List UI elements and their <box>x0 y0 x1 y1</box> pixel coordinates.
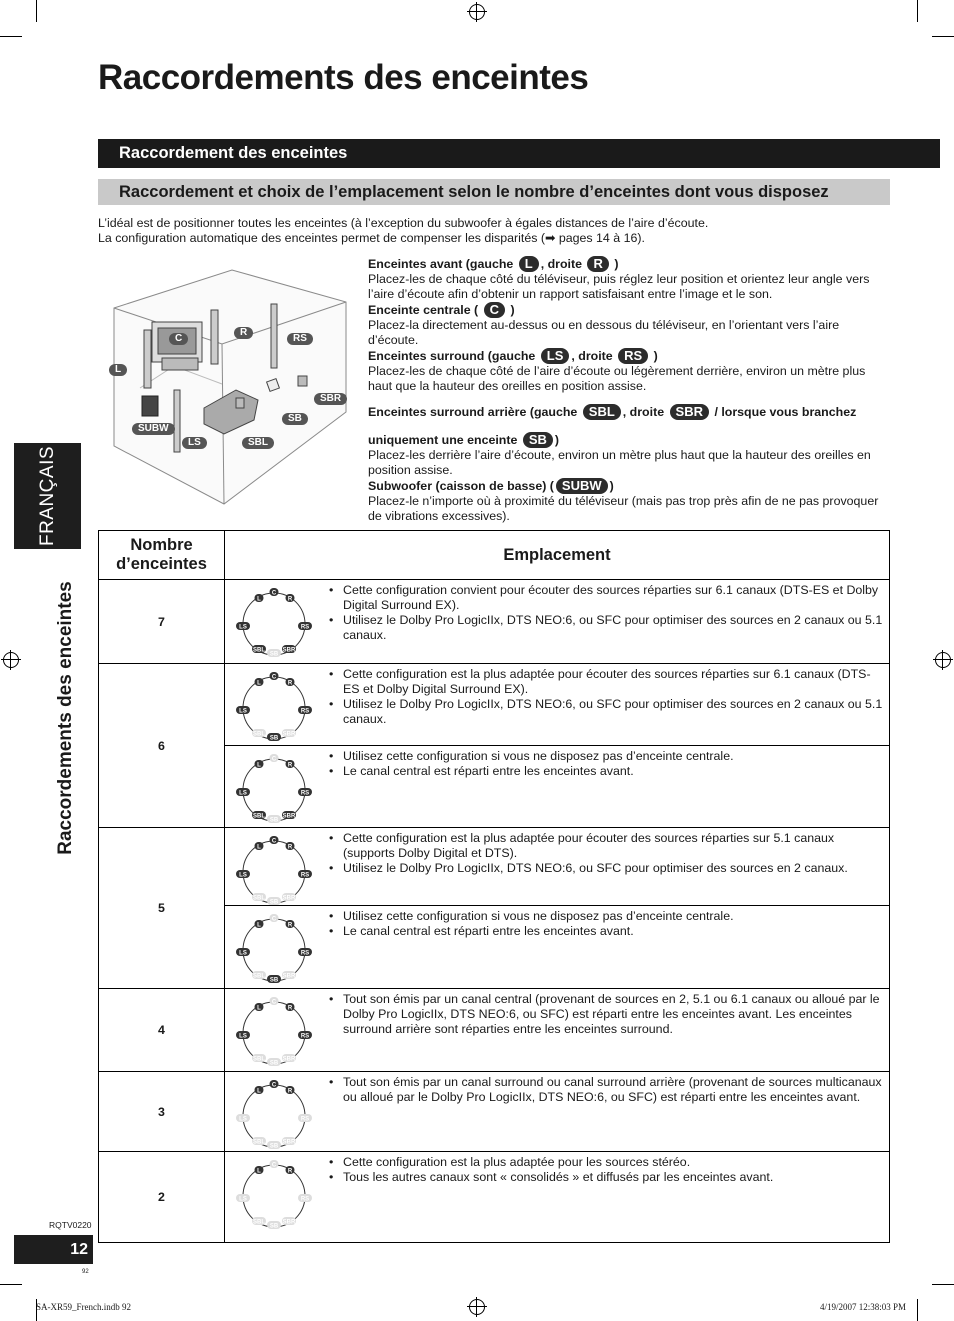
list-item: • Utilisez cette configuration si vous ne disposez pas d’enceinte centrale. <box>331 909 883 924</box>
speaker-marker-l <box>255 594 264 603</box>
front-heading: Enceintes avant (gauche L , droite R ) <box>368 256 619 271</box>
svg-text:SBR: SBR <box>282 1219 296 1226</box>
svg-text:L: L <box>257 596 261 603</box>
config-diagram <box>225 746 315 827</box>
svg-text:L: L <box>257 844 261 851</box>
speaker-count: 6 <box>99 664 225 828</box>
config-diagram <box>225 1152 315 1242</box>
svg-text:L: L <box>257 680 261 687</box>
svg-text:SB: SB <box>269 1143 279 1150</box>
speaker-marker-c <box>270 836 279 845</box>
config-option <box>225 989 889 1071</box>
svg-text:SB: SB <box>269 651 279 658</box>
list-item: • Tous les autres canaux sont « consolidés » et diffusés par les enceintes avant. <box>331 1170 883 1185</box>
section-bar: Raccordement des enceintes <box>98 139 940 168</box>
crop-mark <box>36 0 37 22</box>
config-diagram <box>225 1072 315 1151</box>
speaker-marker-r <box>286 920 295 929</box>
speaker-marker-sbl <box>252 1054 266 1063</box>
svg-text:C: C <box>271 838 277 845</box>
registration-mark-icon <box>469 1299 485 1315</box>
svg-text:LS: LS <box>239 708 247 715</box>
table-row <box>99 1152 890 1243</box>
surround-text: Placez-les de chaque côté de l’aire d’écoute ou légèrement derrière, environ un mètre plus haut que la hauteur des oreilles en position assise. <box>368 364 866 393</box>
center-heading: Enceinte centrale ( C ) <box>368 302 515 317</box>
table-row <box>99 1072 890 1152</box>
table-row <box>99 580 890 664</box>
room-label-sbr: SBR <box>312 388 349 406</box>
speaker-configuration-table <box>98 530 890 1243</box>
config-diagram <box>225 664 315 745</box>
speaker-marker-ls <box>236 622 250 631</box>
speaker-marker-sbr <box>282 729 296 738</box>
config-option <box>225 1072 889 1151</box>
speaker-marker-c <box>270 997 279 1006</box>
page-small-number: 92 <box>82 1269 89 1275</box>
svg-text:LS: LS <box>239 1196 247 1203</box>
config-diagram <box>225 989 315 1071</box>
svg-text:SBR: SBR <box>282 647 296 654</box>
svg-text:L: L <box>257 1005 261 1012</box>
speaker-marker-r <box>286 1166 295 1175</box>
speaker-marker-sbl <box>252 729 266 738</box>
speaker-marker-rs <box>298 1114 312 1123</box>
speaker-marker-l <box>255 1086 264 1095</box>
speaker-marker-sbl <box>252 971 266 980</box>
speaker-marker-sb <box>267 815 281 824</box>
svg-text:C: C <box>271 674 277 681</box>
speaker-marker-rs <box>298 870 312 879</box>
speaker-marker-sbl <box>252 811 266 820</box>
crop-mark <box>932 36 954 37</box>
speaker-marker-sb <box>267 733 281 742</box>
svg-text:R: R <box>287 680 293 687</box>
svg-text:LS: LS <box>239 1033 247 1040</box>
speaker-marker-r <box>286 842 295 851</box>
config-diagram <box>225 906 315 988</box>
speaker-marker-c <box>270 914 279 923</box>
svg-text:SBL: SBL <box>253 1056 265 1063</box>
config-option <box>225 664 889 746</box>
speaker-marker-sbr <box>282 893 296 902</box>
svg-text:L: L <box>257 922 261 929</box>
speaker-marker-rs <box>298 948 312 957</box>
list-item: • Utilisez le Dolby Pro LogicIIx, DTS NEO:6, ou SFC pour optimiser des sources en 2 canaux ou 5.1 canaux. <box>331 697 883 727</box>
speaker-marker-c <box>270 754 279 763</box>
speaker-count: 5 <box>99 828 225 989</box>
speaker-marker-ls <box>236 1114 250 1123</box>
speaker-room-illustration <box>104 268 350 506</box>
speaker-marker-c <box>270 1160 279 1169</box>
svg-text:L: L <box>257 1088 261 1095</box>
svg-text:C: C <box>271 999 277 1006</box>
speaker-marker-r <box>286 1086 295 1095</box>
svg-text:SB: SB <box>269 735 279 742</box>
footer-file: SA-XR59_French.indb 92 <box>36 1302 131 1312</box>
table-row <box>99 828 890 989</box>
list-item: • Le canal central est réparti entre les enceintes avant. <box>331 924 883 939</box>
svg-text:L: L <box>257 1168 261 1175</box>
room-label-subw: SUBW <box>130 418 177 436</box>
svg-text:R: R <box>287 1088 293 1095</box>
crop-mark <box>917 0 918 22</box>
speaker-marker-c <box>270 672 279 681</box>
list-item: • Le canal central est réparti entre les enceintes avant. <box>331 764 883 779</box>
speaker-marker-rs <box>298 622 312 631</box>
speaker-marker-sbr <box>282 645 296 654</box>
speaker-marker-ls <box>236 948 250 957</box>
config-option <box>225 906 889 988</box>
svg-text:SBL: SBL <box>253 813 265 820</box>
svg-text:SBR: SBR <box>282 1139 296 1146</box>
speaker-marker-sb <box>267 1221 281 1230</box>
room-label-sbl: SBL <box>240 432 276 450</box>
column-header-count: Nombre d’enceintes <box>99 531 225 580</box>
back-heading: Enceintes surround arrière (gauche SBL , droite SBR / lorsque vous branchez <box>368 404 857 419</box>
speaker-marker-sbl <box>252 1137 266 1146</box>
side-section-title: Raccordements des enceintes <box>55 581 76 855</box>
intro-line: La configuration automatique des enceintes permet de compenser les disparités (➡ pages 14 à 16). <box>98 231 645 245</box>
speaker-marker-l <box>255 842 264 851</box>
back-heading-2: uniquement une enceinte SB ) <box>368 432 560 447</box>
svg-text:C: C <box>271 590 277 597</box>
back-text: Placez-les derrière l’aire d’écoute, environ un mètre plus haut que la hauteur des oreilles en position assise. <box>368 448 871 477</box>
speaker-marker-rs <box>298 1031 312 1040</box>
svg-text:SB: SB <box>269 977 279 984</box>
speaker-marker-l <box>255 678 264 687</box>
svg-text:RS: RS <box>300 1116 310 1123</box>
svg-text:R: R <box>287 596 293 603</box>
speaker-marker-r <box>286 760 295 769</box>
room-label-rs: RS <box>285 328 315 346</box>
svg-text:RS: RS <box>300 790 310 797</box>
config-diagram <box>225 580 315 663</box>
speaker-marker-sbr <box>282 1054 296 1063</box>
svg-text:SBR: SBR <box>282 813 296 820</box>
front-text: Placez-les de chaque côté du téléviseur, puis réglez leur position et orientez leur angle vers l’aire d’écoute afin d’obtenir un rapport satisfaisant entre l’image et le son. <box>368 272 870 301</box>
svg-text:RS: RS <box>300 708 310 715</box>
svg-text:SBL: SBL <box>253 973 265 980</box>
speaker-marker-c <box>270 588 279 597</box>
speaker-marker-sb <box>267 897 281 906</box>
speaker-marker-sbr <box>282 1217 296 1226</box>
config-diagram <box>225 828 315 905</box>
config-option <box>225 580 889 663</box>
speaker-count: 4 <box>99 989 225 1072</box>
list-item: • Tout son émis par un canal surround ou canal surround arrière (provenant de sources multicanaux ou alloué par le Dolby Pro LogicIIx, DTS NEO:6, ou SFC) est réparti entre les enceintes avant. <box>331 1075 883 1105</box>
speaker-marker-ls <box>236 870 250 879</box>
language-tab: FRANÇAIS <box>14 443 81 549</box>
svg-text:R: R <box>287 762 293 769</box>
speaker-marker-sb <box>267 975 281 984</box>
speaker-marker-l <box>255 920 264 929</box>
svg-text:RS: RS <box>300 624 310 631</box>
table-row <box>99 989 890 1072</box>
svg-text:SBR: SBR <box>282 973 296 980</box>
speaker-marker-sb <box>267 1141 281 1150</box>
svg-text:SBR: SBR <box>282 895 296 902</box>
svg-text:L: L <box>257 762 261 769</box>
sub-heading: Subwoofer (caisson de basse) ( SUBW ) <box>368 478 614 493</box>
svg-text:SBR: SBR <box>282 731 296 738</box>
room-label-ls: LS <box>180 432 209 450</box>
svg-text:C: C <box>271 1162 277 1169</box>
config-option <box>225 828 889 906</box>
crop-mark <box>0 1284 22 1285</box>
list-item: • Utilisez le Dolby Pro LogicIIx, DTS NEO:6, ou SFC pour optimiser des sources en 2 canaux. <box>331 861 883 876</box>
svg-text:RS: RS <box>300 1033 310 1040</box>
intro-text <box>98 216 898 246</box>
config-option <box>225 1152 889 1242</box>
svg-text:LS: LS <box>239 624 247 631</box>
list-item: • Cette configuration convient pour écouter des sources réparties sur 6.1 canaux (DTS-ES et Dolby Digital Surround EX). <box>331 583 883 613</box>
svg-text:RS: RS <box>300 872 310 879</box>
svg-text:SB: SB <box>269 1060 279 1067</box>
svg-text:SBL: SBL <box>253 1219 265 1226</box>
svg-text:LS: LS <box>239 950 247 957</box>
crop-mark <box>932 1284 954 1285</box>
speaker-marker-sbr <box>282 1137 296 1146</box>
svg-text:SB: SB <box>269 817 279 824</box>
svg-text:SBL: SBL <box>253 1139 265 1146</box>
speaker-marker-sb <box>267 649 281 658</box>
page-number: 12 <box>14 1235 93 1264</box>
crop-mark <box>0 36 22 37</box>
svg-text:R: R <box>287 844 293 851</box>
page-title: Raccordements des enceintes <box>98 58 589 97</box>
intro-line: L’idéal est de positionner toutes les enceintes (à l’exception du subwoofer à égales distances de l’aire d’écoute. <box>98 216 709 230</box>
speaker-marker-c <box>270 1080 279 1089</box>
speaker-descriptions <box>368 256 884 524</box>
speaker-marker-ls <box>236 706 250 715</box>
speaker-marker-rs <box>298 788 312 797</box>
svg-text:RS: RS <box>300 1196 310 1203</box>
crop-mark <box>917 1299 918 1321</box>
svg-text:SBL: SBL <box>253 895 265 902</box>
registration-mark-icon <box>469 4 485 20</box>
svg-text:R: R <box>287 922 293 929</box>
speaker-marker-sbr <box>282 811 296 820</box>
speaker-marker-l <box>255 1166 264 1175</box>
footer-timestamp: 4/19/2007 12:38:03 PM <box>820 1302 907 1312</box>
sub-text: Placez-le n’importe où à proximité du téléviseur (mais pas trop près afin de ne pas provoquer de vibrations excessives). <box>368 494 879 523</box>
svg-text:R: R <box>287 1168 293 1175</box>
room-label-r: R <box>232 322 255 340</box>
speaker-marker-sbr <box>282 971 296 980</box>
document-code: RQTV0220 <box>49 1220 92 1230</box>
list-item: • Utilisez le Dolby Pro LogicIIx, DTS NEO:6, ou SFC pour optimiser des sources en 2 canaux ou 5.1 canaux. <box>331 613 883 643</box>
registration-mark-icon <box>3 652 19 668</box>
list-item: • Utilisez cette configuration si vous ne disposez pas d’enceinte centrale. <box>331 749 883 764</box>
svg-text:SB: SB <box>269 899 279 906</box>
svg-text:C: C <box>271 1082 277 1089</box>
config-option <box>225 746 889 827</box>
speaker-marker-rs <box>298 706 312 715</box>
svg-text:LS: LS <box>239 790 247 797</box>
column-header-placement: Emplacement <box>225 531 890 580</box>
speaker-marker-ls <box>236 788 250 797</box>
speaker-marker-l <box>255 1003 264 1012</box>
svg-text:R: R <box>287 1005 293 1012</box>
svg-text:SBL: SBL <box>253 731 265 738</box>
speaker-marker-l <box>255 760 264 769</box>
svg-text:SBR: SBR <box>282 1056 296 1063</box>
surround-heading: Enceintes surround (gauche LS , droite RS ) <box>368 348 658 363</box>
speaker-marker-sbl <box>252 645 266 654</box>
speaker-marker-rs <box>298 1194 312 1203</box>
list-item: • Cette configuration est la plus adaptée pour écouter des sources réparties sur 6.1 canaux (DTS-ES et Dolby Digital Surround EX). <box>331 667 883 697</box>
svg-text:LS: LS <box>239 1116 247 1123</box>
svg-text:RS: RS <box>300 950 310 957</box>
svg-text:C: C <box>271 756 277 763</box>
speaker-count: 3 <box>99 1072 225 1152</box>
list-item: • Cette configuration est la plus adaptée pour écouter des sources réparties sur 5.1 canaux (supports Dolby Digital et DTS). <box>331 831 883 861</box>
registration-mark-icon <box>935 652 951 668</box>
speaker-marker-r <box>286 678 295 687</box>
speaker-marker-ls <box>236 1194 250 1203</box>
room-label-l: L <box>107 359 129 377</box>
list-item: • Cette configuration est la plus adaptée pour les sources stéréo. <box>331 1155 883 1170</box>
list-item: • Tout son émis par un canal central (provenant de sources en 2, 5.1 ou 6.1 canaux ou alloué par le Dolby Pro LogicIIx, DTS NEO:6, ou SFC) est réparti entre les enceintes avant. Les enceintes surround arrière sont réparties entre les enceintes surround. <box>331 992 883 1037</box>
svg-text:C: C <box>271 916 277 923</box>
speaker-marker-sbl <box>252 893 266 902</box>
speaker-marker-sbl <box>252 1217 266 1226</box>
speaker-marker-ls <box>236 1031 250 1040</box>
subsection-bar: Raccordement et choix de l’emplacement selon le nombre d’enceintes dont vous disposez <box>98 179 890 205</box>
speaker-marker-r <box>286 1003 295 1012</box>
speaker-count: 7 <box>99 580 225 664</box>
svg-text:SB: SB <box>269 1223 279 1230</box>
center-text: Placez-la directement au-dessus ou en dessous du téléviseur, en l’orientant vers l’aire d’écoute. <box>368 318 840 347</box>
speaker-marker-r <box>286 594 295 603</box>
speaker-marker-sb <box>267 1058 281 1067</box>
room-label-sb: SB <box>280 408 310 426</box>
svg-text:SBL: SBL <box>253 647 265 654</box>
table-row <box>99 664 890 828</box>
room-label-c: C <box>167 328 190 346</box>
speaker-count: 2 <box>99 1152 225 1243</box>
svg-text:LS: LS <box>239 872 247 879</box>
